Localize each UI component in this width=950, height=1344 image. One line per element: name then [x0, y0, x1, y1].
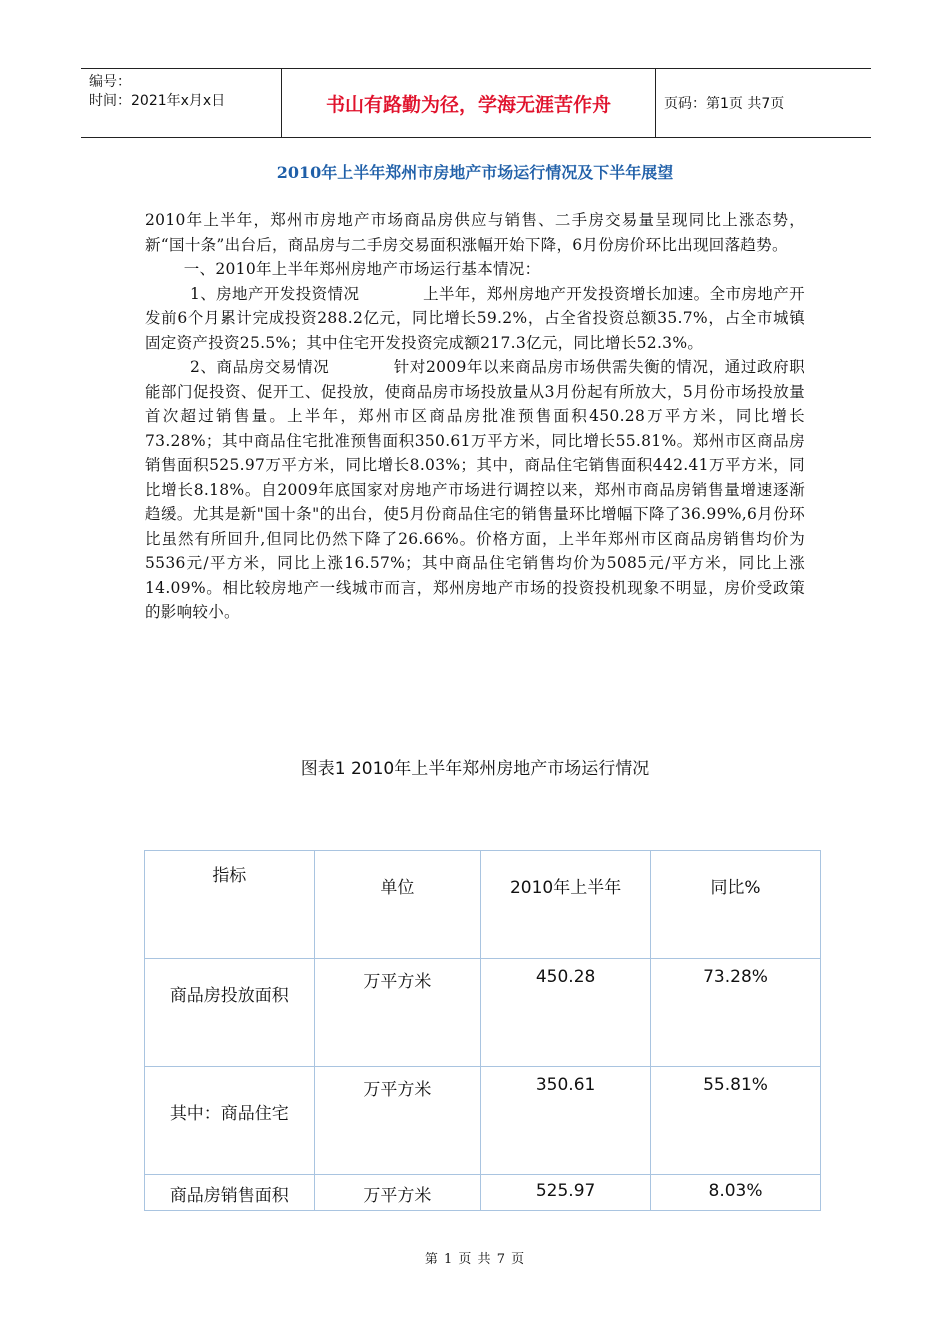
- page-header: [81, 68, 871, 138]
- table-cell: [651, 1175, 821, 1211]
- figure-caption: 图表1 2010年上半年郑州房地产市场运行情况: [300, 759, 650, 779]
- table-header-row: [145, 851, 821, 959]
- document-time-label: 时间：2021年x月x日: [89, 93, 226, 109]
- row-value: 350.61: [535, 1075, 596, 1095]
- paragraph-intro: 2010年上半年，郑州市房地产市场商品房供应与销售、二手房交易量呈现同比上涨态势，新“国十条”出台后，商品房与二手房交易面积涨幅开始下降，6月份房价环比出现回落趋势。: [145, 211, 805, 254]
- table-header-cell: [145, 851, 315, 959]
- header-yoy: 同比%: [710, 878, 761, 898]
- market-data-table: [144, 850, 821, 1211]
- row-yoy: 55.81%: [703, 1075, 768, 1095]
- table-cell: [145, 1175, 315, 1211]
- paragraph-transactions: 2、商品房交易情况 针对2009年以来商品房市场供需失衡的情况，通过政府职能部门促投资、促开工、促投放，使商品房市场投放量从3月份起有所放大，5月份市场投放量首次超过销售量。上半年，郑州市区商品房批准预售面积450.28万平方米，同比增长73.28%；其中商品住宅批准预售面积350.61万平方米，同比增长55.81%。郑州市区商品房销售面积525.97万平方米，同比增长8.03%；其中，商品住宅销售面积442.41万平方米，同比增长8.18%。自2009年底国家对房地产市场进行调控以来，郑州市商品房销售量增速逐渐趋缓。尤其是新"国十条"的出台，使5月份商品住宅的销售量环比增幅下降了36.99%,6月份环比虽然有所回升,但同比仍然下降了26.66%。价格方面，上半年郑州市区商品房销售均价为5536元/平方米，同比上涨16.57%；其中商品住宅销售均价为5085元/平方米，同比上涨14.09%。相比较房地产一线城市而言，郑州房地产市场的投资投机现象不明显，房价受政策的影响较小。: [145, 358, 805, 621]
- header-motto: 书山有路勤为径，学海无涯苦作舟: [325, 93, 611, 116]
- table-row: [145, 1067, 821, 1175]
- table-cell: [314, 959, 481, 1067]
- table-cell: [481, 1067, 651, 1175]
- row-yoy: 8.03%: [708, 1181, 763, 1201]
- table-row: [145, 959, 821, 1067]
- header-indicator: 指标: [212, 866, 247, 886]
- table-header-cell: [314, 851, 481, 959]
- document-body: [145, 208, 805, 625]
- header-motto-cell: [281, 69, 656, 137]
- table-cell: [481, 959, 651, 1067]
- table-cell: [481, 1175, 651, 1211]
- header-meta: [81, 69, 281, 137]
- table-cell: [651, 1067, 821, 1175]
- table-cell: [145, 959, 315, 1067]
- row-value: 450.28: [535, 967, 596, 987]
- page-footer: 第 1 页 共 7 页: [424, 1252, 526, 1267]
- table-cell: [145, 1067, 315, 1175]
- table-cell: [314, 1175, 481, 1211]
- row-label: 商品房销售面积: [169, 1186, 289, 1206]
- row-label: 商品房投放面积: [169, 986, 289, 1006]
- table-header-cell: [651, 851, 821, 959]
- row-unit: 万平方米: [363, 1080, 432, 1100]
- row-label: 其中：商品住宅: [169, 1104, 289, 1124]
- paragraph-investment: 1、房地产开发投资情况 上半年，郑州房地产开发投资增长加速。全市房地产开发前6个月累计完成投资288.2亿元，同比增长59.2%，占全省投资总额35.7%，占全市城镇固定资产投资25.5%；其中住宅开发投资完成额217.3亿元，同比增长52.3%。: [145, 284, 805, 352]
- row-unit: 万平方米: [363, 972, 432, 992]
- row-yoy: 73.28%: [703, 967, 768, 987]
- header-unit: 单位: [380, 878, 415, 898]
- row-unit: 万平方米: [363, 1186, 432, 1206]
- row-value: 525.97: [535, 1181, 596, 1201]
- table-header-cell: [481, 851, 651, 959]
- table-cell: [314, 1067, 481, 1175]
- section-heading: 一、2010年上半年郑州房地产市场运行基本情况：: [183, 260, 541, 278]
- document-number-label: 编号：: [89, 74, 131, 90]
- table-cell: [651, 959, 821, 1067]
- table-row: [145, 1175, 821, 1211]
- header-period: 2010年上半年: [509, 878, 622, 898]
- document-title: 2010年上半年郑州市房地产市场运行情况及下半年展望: [276, 163, 674, 182]
- header-page-info: 页码：第1页 共7页: [664, 96, 785, 112]
